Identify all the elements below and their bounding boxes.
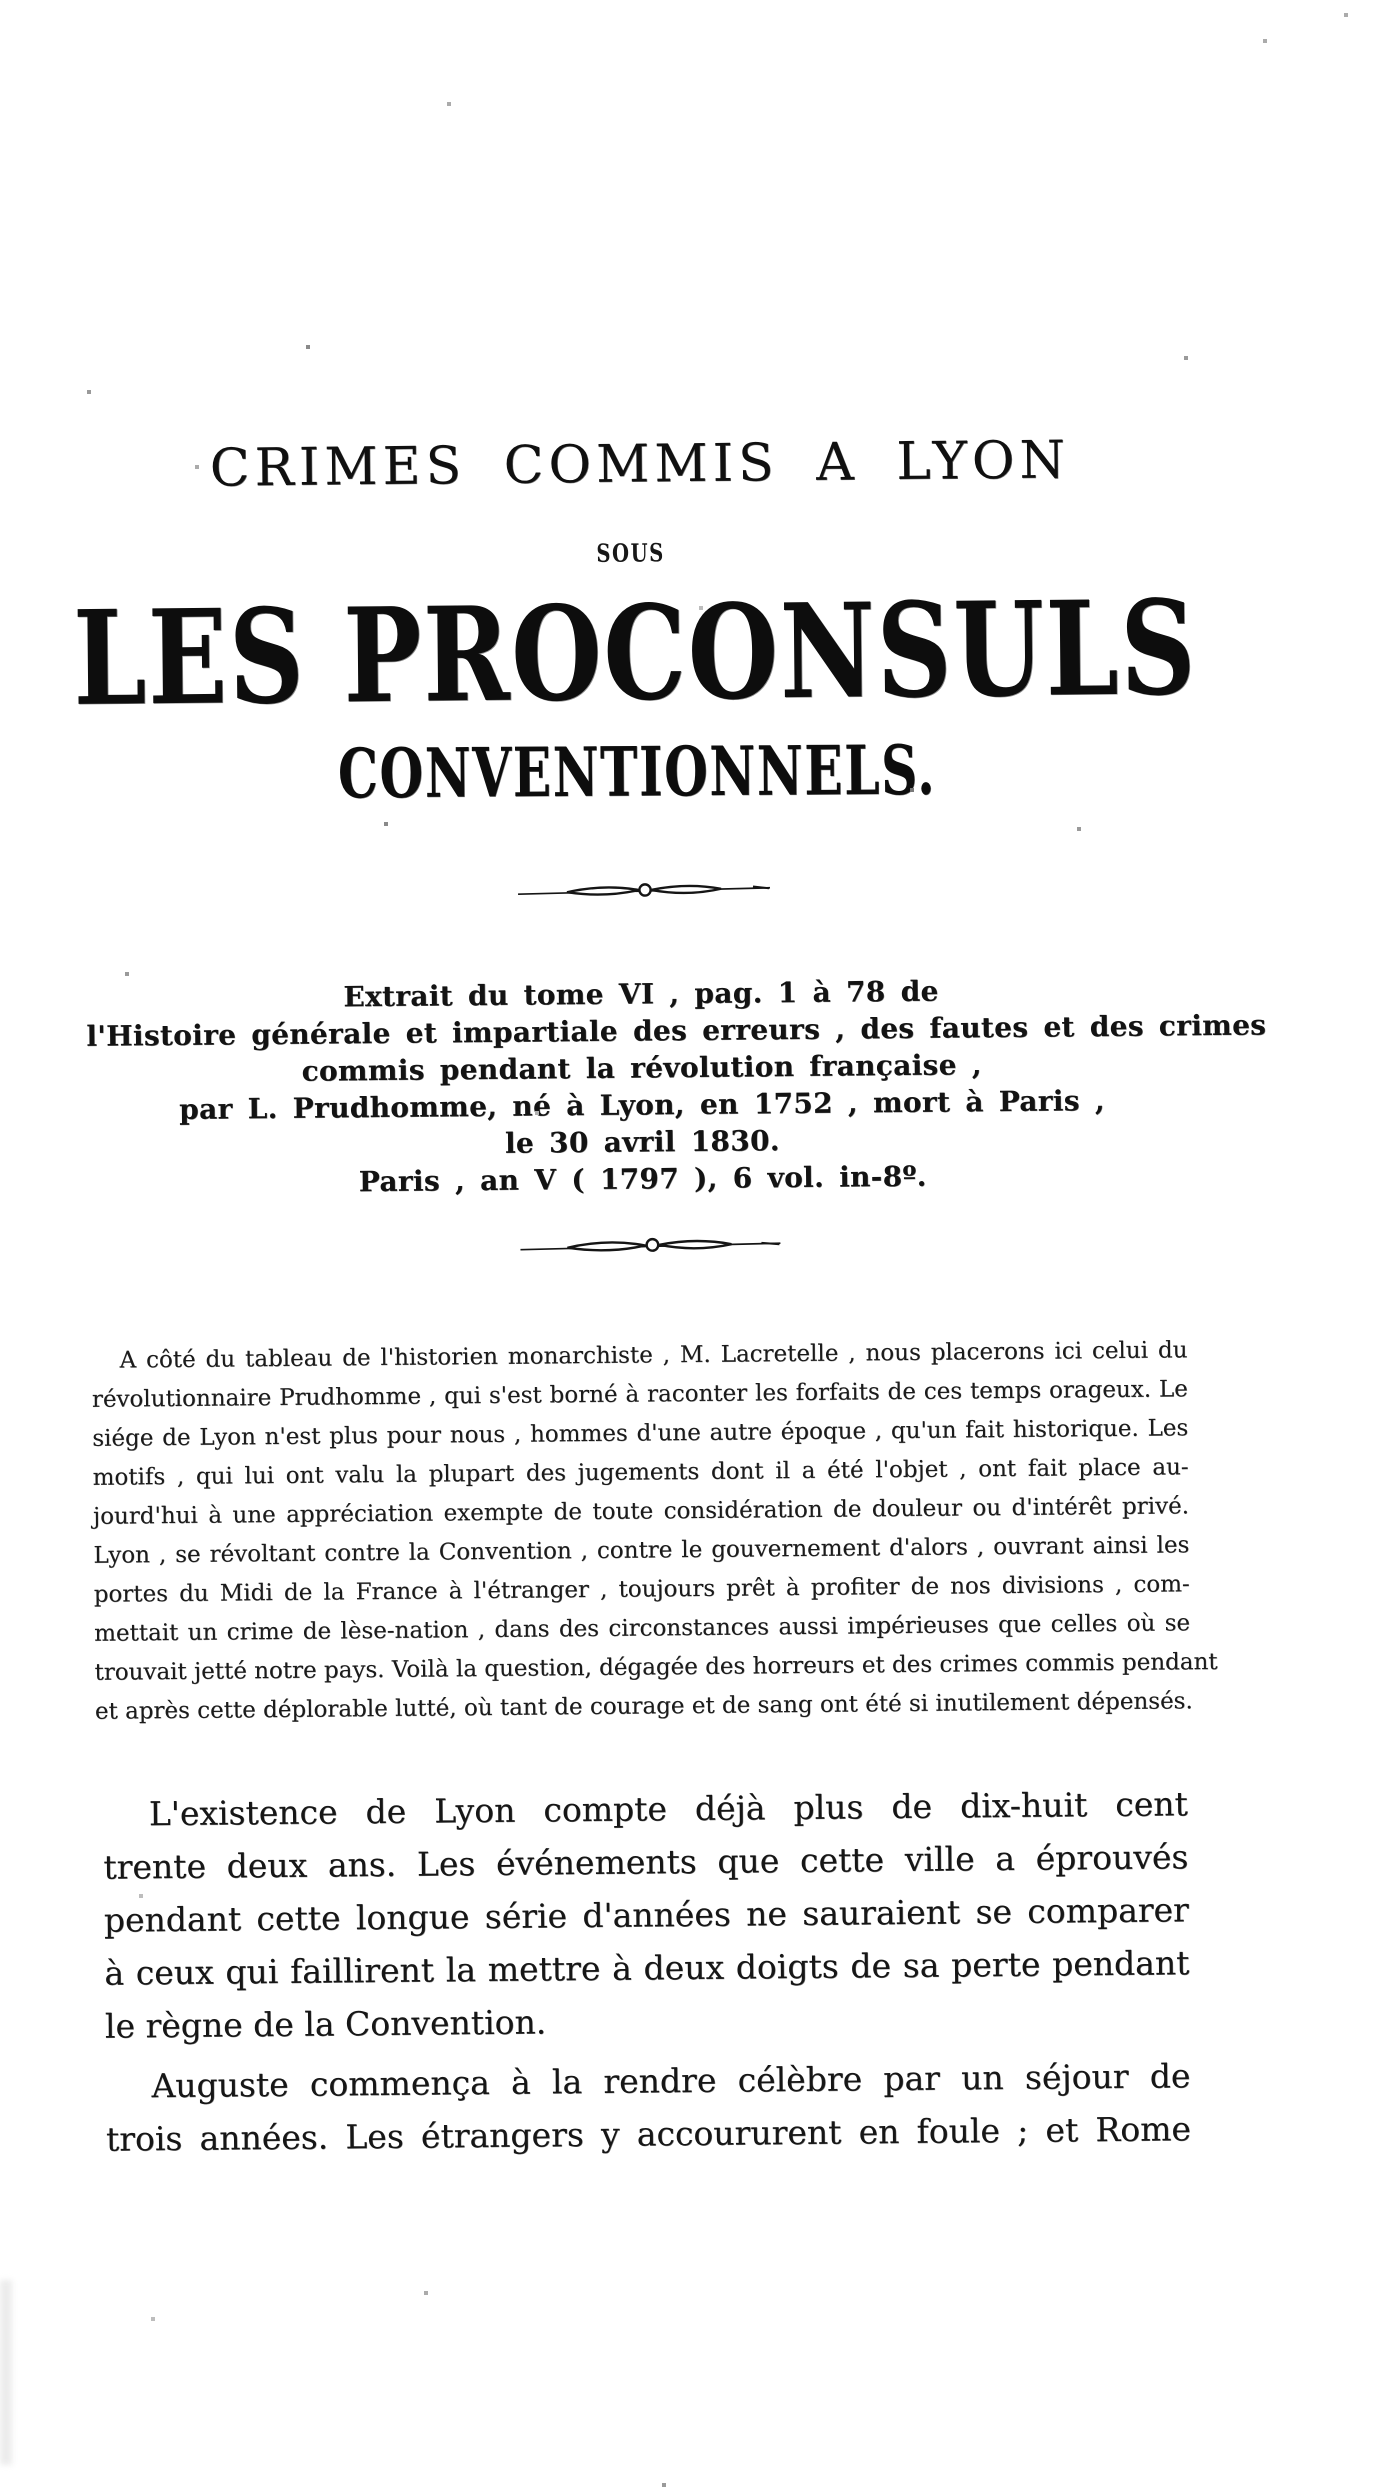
main-title-row xyxy=(0,571,1327,735)
fleuron-divider-icon xyxy=(517,877,771,903)
citation-block xyxy=(86,970,1267,1203)
text-line: L'existence de Lyon compte déjà plus de dix-huit cent xyxy=(148,1784,1189,1834)
text-line: trente deux ans. Les événements que cette ville a éprouvés xyxy=(103,1837,1189,1887)
citation-line: Extrait du tome VI , pag. 1 à 78 de xyxy=(343,974,939,1014)
citation-line: le 30 avril 1830. xyxy=(504,1124,781,1160)
text-line: Auguste commença à la rendre célèbre par un séjour de xyxy=(151,2056,1191,2106)
page-title: CRIMES COMMIS A LYON xyxy=(209,430,1071,499)
citation-line: l'Histoire générale et impartiale des erreurs , des fautes et des crimes xyxy=(86,1008,1267,1053)
scan-noise xyxy=(0,0,2,2)
citation-line: par L. Prudhomme, né à Lyon, en 1752 , mort à Paris , xyxy=(179,1084,1106,1126)
intro-note xyxy=(91,1331,1218,1732)
main-subtitle: CONVENTIONNELS. xyxy=(337,730,937,815)
main-subtitle-row xyxy=(0,732,1334,813)
text-line: révolutionnaire Prudhomme , qui s'est borné à raconter les forfaits de ces temps orageux. Le xyxy=(91,1376,1188,1413)
text-line: et après cette déplorable lutté, où tant de courage et de sang ont été si inutilement dépensés. xyxy=(94,1688,1193,1725)
title-sous: SOUS xyxy=(596,538,666,568)
text-line: A côté du tableau de l'historien monarchiste , M. Lacretelle , nous placerons ici celui du xyxy=(119,1337,1188,1374)
text-line: Lyon , se révoltant contre la Convention , contre le gouvernement d'alors , ouvrant ainsi les xyxy=(93,1532,1190,1569)
main-title: LES PROCONSULS xyxy=(72,571,1198,735)
text-line: à ceux qui faillirent la mettre à deux doigts de sa perte pendant xyxy=(104,1943,1190,1993)
fleuron-divider-icon xyxy=(519,1232,781,1259)
text-line: portes du Midi de la France à l'étranger , toujours prêt à profiter de nos divisions , com- xyxy=(93,1571,1190,1608)
text-line: le règne de la Convention. xyxy=(104,2002,547,2046)
scan-smudge xyxy=(0,2280,12,2465)
text-line: trois années. Les étrangers y accoururent en foule ; et Rome xyxy=(105,2109,1192,2159)
body-paragraph-2 xyxy=(105,2049,1191,2165)
citation-line: commis pendant la révolution française , xyxy=(301,1048,982,1088)
text-line: pendant cette longue série d'années ne sauraient se comparer xyxy=(103,1890,1190,1940)
text-line: trouvait jetté notre pays. Voilà la question, dégagée des horreurs et des crimes commis pendant xyxy=(94,1649,1218,1686)
body-paragraph-1 xyxy=(103,1777,1190,2052)
text-line: motifs , qui lui ont valu la plupart des jugements dont il a été l'objet , ont fait place au- xyxy=(92,1454,1189,1491)
text-line: jourd'hui à une appréciation exempte de toute considération de douleur ou d'intérêt privé. xyxy=(92,1493,1190,1530)
citation-line: Paris , an V ( 1797 ), 6 vol. in-8º. xyxy=(358,1159,927,1199)
text-line: mettait un crime de lèse-nation , dans des circonstances aussi impérieuses que celles où se xyxy=(94,1610,1191,1647)
title-sous-row xyxy=(76,535,1186,571)
text-line: siége de Lyon n'est plus pour nous , hommes d'une autre époque , qu'un fait historique. Les xyxy=(92,1415,1189,1452)
